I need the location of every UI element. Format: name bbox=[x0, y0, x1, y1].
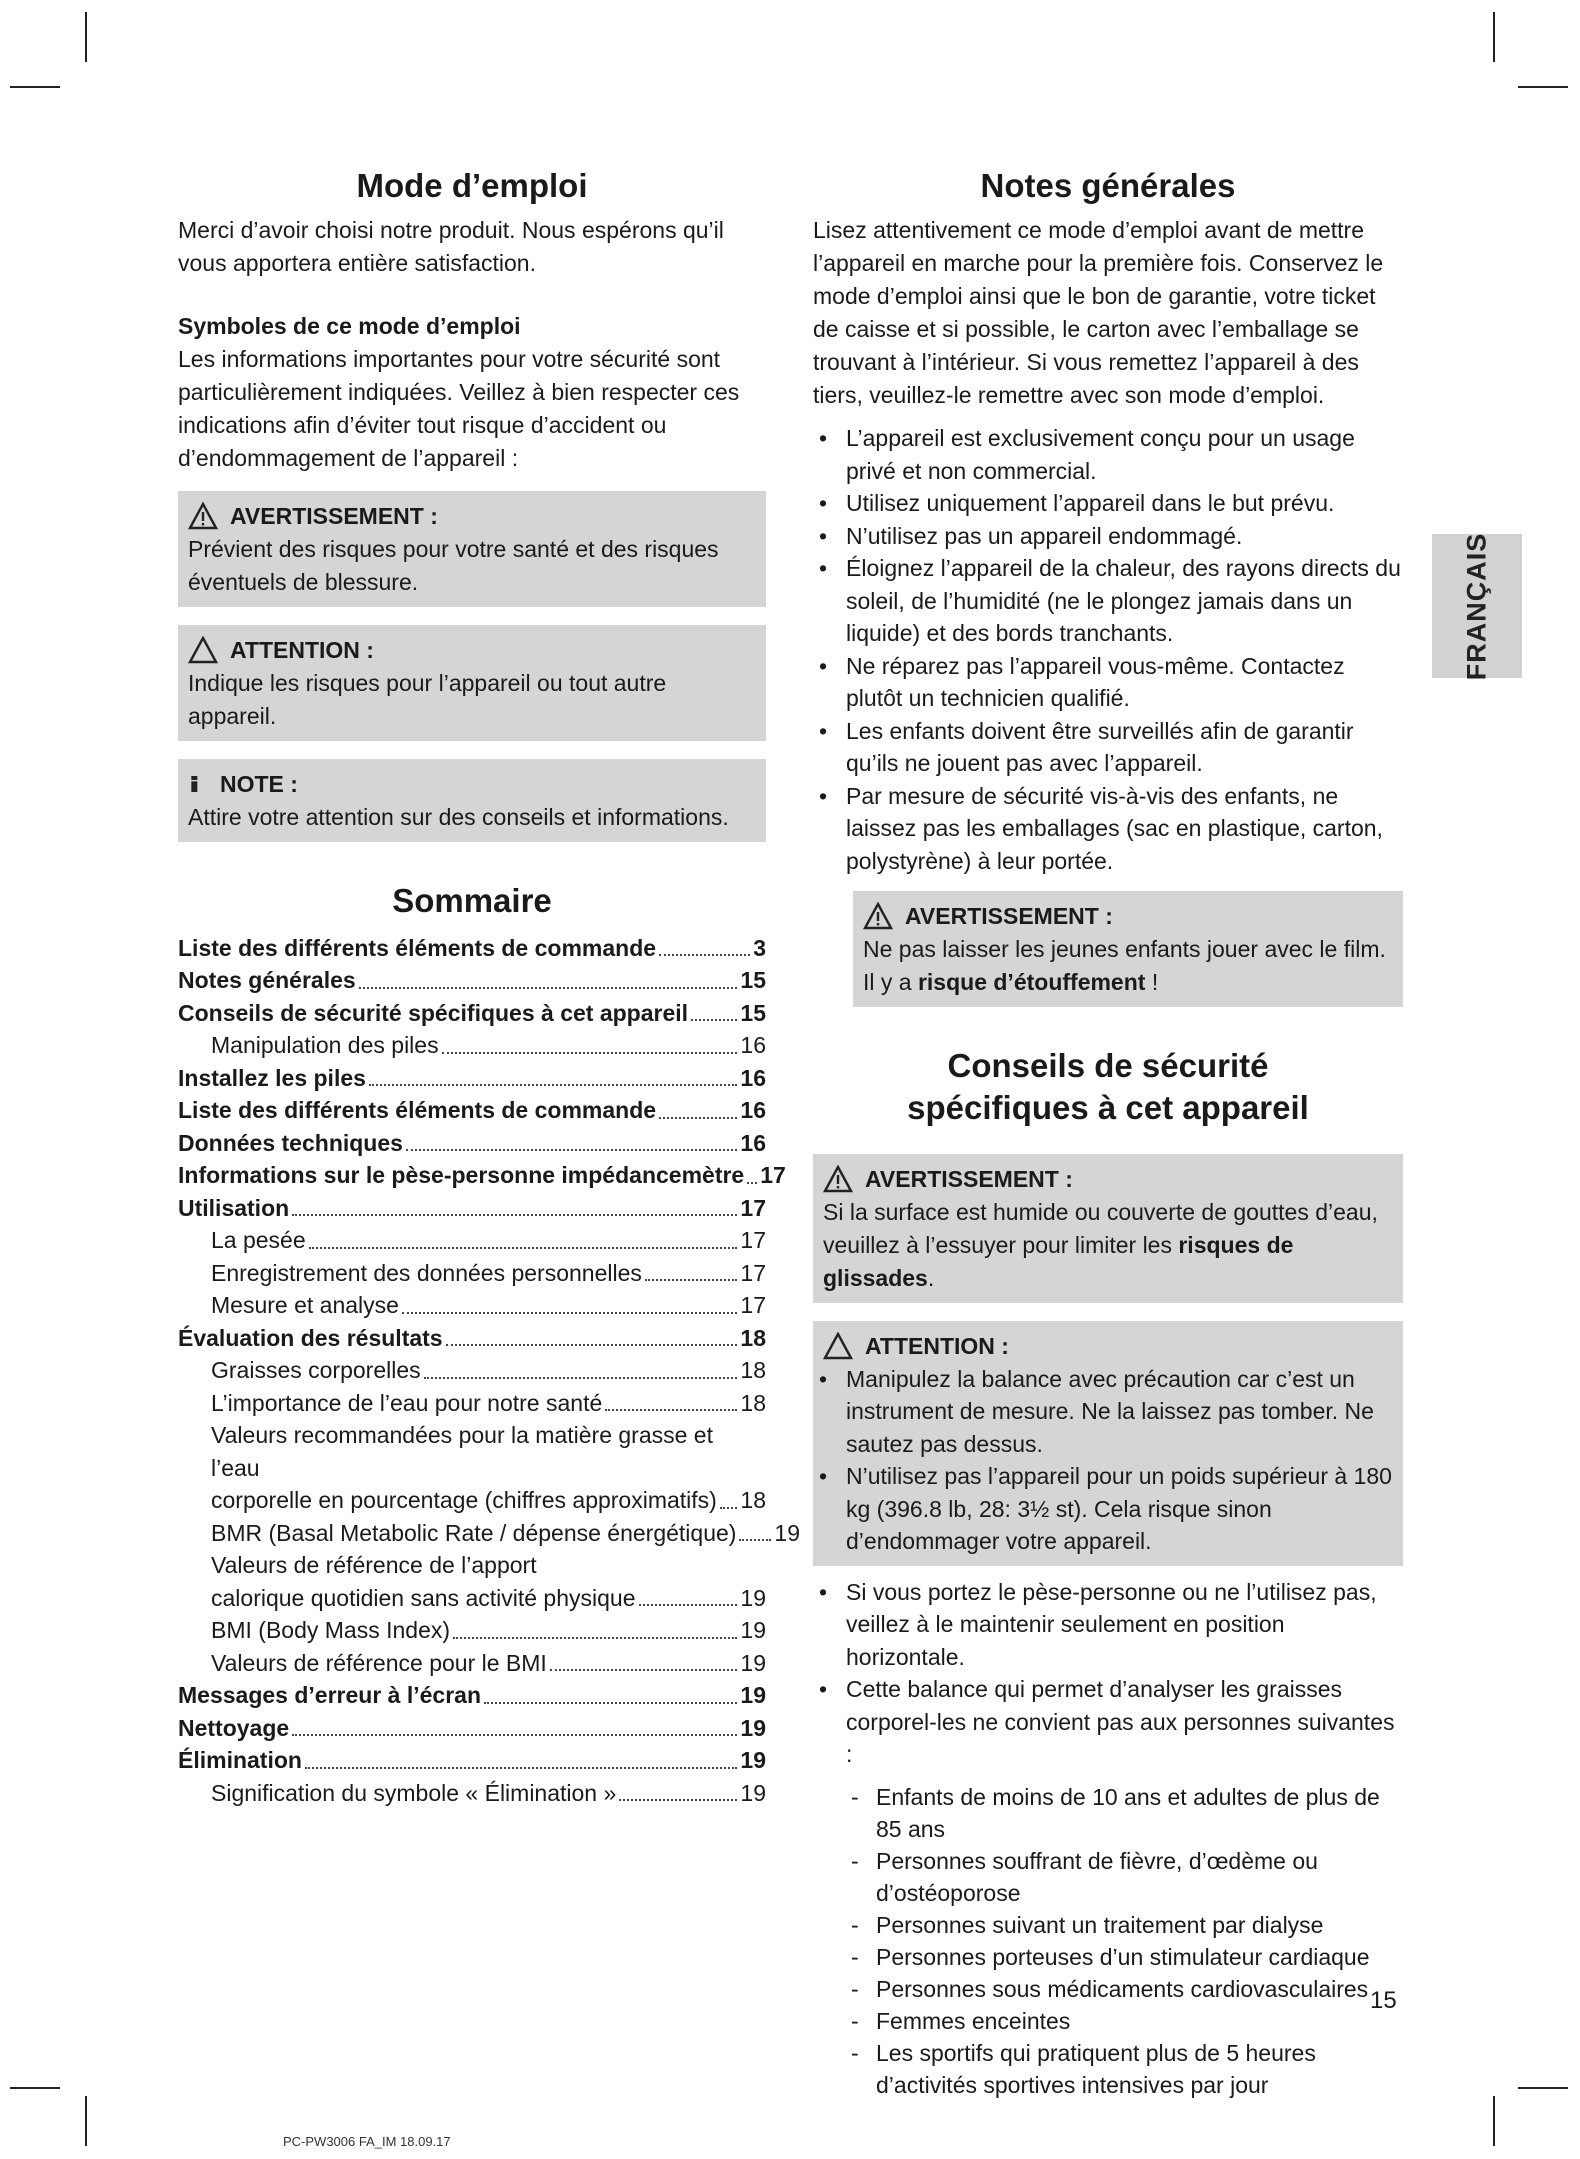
safety-list bbox=[813, 1576, 1403, 1771]
page-number: 15 bbox=[1370, 1987, 1397, 2014]
toc-entry[interactable]: L’importance de l’eau pour notre santé 18 bbox=[211, 1389, 766, 1416]
list-item: • Éloignez l’appareil de la chaleur, des rayons directs du soleil, de l’humidité (ne le plongez jamais dans un liquide) et des bords tranchants. bbox=[813, 552, 1403, 650]
list-item: • Cette balance qui permet d’analyser les graisses corporel-les ne convient pas aux personnes suivantes : bbox=[813, 1673, 1403, 1771]
language-tab bbox=[1432, 534, 1522, 678]
list-item: • N’utilisez pas un appareil endommagé. bbox=[813, 520, 1403, 553]
list-item: • Les enfants doivent être surveillés afin de garantir qu’ils ne jouent pas avec l’appareil. bbox=[813, 715, 1403, 780]
toc-entry[interactable]: Conseils de sécurité spécifiques à cet appareil 15 bbox=[178, 999, 766, 1026]
crop-mark bbox=[1493, 2096, 1495, 2146]
right-column bbox=[813, 165, 1403, 2101]
toc-entry[interactable]: Messages d’erreur à l’écran 19 bbox=[178, 1682, 766, 1708]
toc-entry[interactable]: Mesure et analyse 17 bbox=[211, 1292, 766, 1318]
warning-triangle-icon bbox=[823, 1165, 853, 1193]
toc-entry[interactable]: Installez les piles 16 bbox=[178, 1064, 766, 1091]
attention-triangle-icon bbox=[823, 1332, 853, 1360]
attention-title: ATTENTION : bbox=[865, 1332, 1009, 1359]
attention-box bbox=[813, 1321, 1403, 1566]
toc-entry[interactable]: Graisses corporelles 18 bbox=[211, 1357, 766, 1383]
list-item: • Ne réparez pas l’appareil vous-même. Contactez plutôt un technicien qualifié. bbox=[813, 650, 1403, 715]
toc-entry[interactable]: Utilisation 17 bbox=[178, 1194, 766, 1221]
toc-entry[interactable]: Données techniques 16 bbox=[178, 1129, 766, 1156]
crop-mark bbox=[1493, 12, 1495, 62]
notes-list bbox=[813, 422, 1403, 877]
toc-entry-line: Valeurs recommandées pour la matière grasse et l’eau bbox=[211, 1422, 713, 1481]
info-icon bbox=[188, 770, 208, 798]
table-of-contents bbox=[178, 932, 800, 1810]
attention-text: Indique les risques pour l’appareil ou tout autre appareil. bbox=[188, 670, 667, 730]
toc-entry[interactable]: Élimination 19 bbox=[178, 1747, 766, 1773]
toc-entry[interactable]: BMR (Basal Metabolic Rate / dépense énergétique) 19 bbox=[211, 1519, 800, 1546]
excluded-persons-list bbox=[843, 1781, 1403, 2101]
toc-entry[interactable]: Évaluation des résultats 18 bbox=[178, 1324, 766, 1351]
warning-text: Si la surface est humide ou couverte de gouttes d’eau, veuillez à l’essuyer pour limiter les risques de glissades. bbox=[823, 1198, 1378, 1291]
symbols-heading: Symboles de ce mode d’emploi bbox=[178, 313, 521, 340]
intro-text: Merci d’avoir choisi notre produit. Nous espérons qu’il vous apportera entière satisfaction. bbox=[178, 217, 724, 277]
list-item: • Par mesure de sécurité vis-à-vis des enfants, ne laissez pas les emballages (sac en plastique, carton, polystyrène) à leur portée. bbox=[813, 780, 1403, 878]
symbols-text: Les informations importantes pour votre sécurité sont particulièrement indiquées. Veillez à bien respecter ces indications afin d’éviter tout risque d’accident ou d’endommagement de l’appareil : bbox=[178, 346, 740, 472]
attention-list bbox=[813, 1363, 1393, 1558]
warning-text: Ne pas laisser les jeunes enfants jouer avec le film. Il y a risque d’étouffement ! bbox=[863, 936, 1386, 996]
toc-entry[interactable]: Liste des différents éléments de commande 16 bbox=[178, 1097, 766, 1123]
footer-code: PC-PW3006 FA_IM 18.09.17 bbox=[283, 2134, 451, 2149]
toc-entry[interactable]: La pesée 17 bbox=[211, 1227, 766, 1253]
toc-entry[interactable]: corporelle en pourcentage (chiffres approximatifs) 18 bbox=[211, 1487, 766, 1513]
list-item: - Personnes souffrant de fièvre, d’œdème ou d’ostéoporose bbox=[843, 1845, 1403, 1909]
list-item: • L’appareil est exclusivement conçu pour un usage privé et non commercial. bbox=[813, 422, 1403, 487]
warning-title: AVERTISSEMENT : bbox=[905, 903, 1113, 930]
note-title: NOTE : bbox=[220, 771, 298, 798]
toc-entry[interactable]: Nettoyage 19 bbox=[178, 1714, 766, 1741]
warning-text: Prévient des risques pour votre santé et des risques éventuels de blessure. bbox=[188, 536, 719, 596]
toc-entry[interactable]: calorique quotidien sans activité physique 19 bbox=[211, 1584, 766, 1611]
list-item: • Manipulez la balance avec précaution car c’est un instrument de mesure. Ne la laissez pas tomber. Ne sautez pas dessus. bbox=[813, 1363, 1393, 1461]
toc-entry[interactable]: Valeurs de référence pour le BMI 19 bbox=[211, 1649, 766, 1676]
attention-box bbox=[178, 625, 766, 741]
list-item: - Personnes suivant un traitement par dialyse bbox=[843, 1909, 1403, 1941]
left-column bbox=[178, 165, 800, 1809]
toc-entry[interactable]: Informations sur le pèse-personne impédancemètre 17 bbox=[178, 1162, 786, 1188]
note-text: Attire votre attention sur des conseils et informations. bbox=[188, 804, 729, 831]
note-box bbox=[178, 759, 766, 842]
notes-intro: Lisez attentivement ce mode d’emploi avant de mettre l’appareil en marche pour la première fois. Conservez le mode d’emploi ainsi que le bon de garantie, votre ticket de caisse et si possible, le carton avec l’emballage se trouvant à l’intérieur. Si vous remettez l’appareil à des tiers, veuillez-le remettre avec son mode d’emploi. bbox=[813, 217, 1384, 409]
toc-entry[interactable]: Manipulation des piles 16 bbox=[211, 1032, 766, 1058]
list-item: - Les sportifs qui pratiquent plus de 5 heures d’activités sportives intensives par jour bbox=[843, 2037, 1403, 2101]
crop-mark bbox=[1518, 2087, 1568, 2089]
crop-mark bbox=[10, 86, 60, 88]
attention-title: ATTENTION : bbox=[230, 637, 374, 664]
warning-box bbox=[178, 491, 766, 607]
list-item: - Personnes porteuses d’un stimulateur cardiaque bbox=[843, 1941, 1403, 1973]
toc-entry-line: Valeurs de référence de l’apport bbox=[211, 1552, 537, 1578]
toc-entry[interactable]: Enregistrement des données personnelles 17 bbox=[211, 1259, 766, 1286]
list-item: • Si vous portez le pèse-personne ou ne l’utilisez pas, veillez à le maintenir seulement en position horizontale. bbox=[813, 1576, 1403, 1674]
warning-title: AVERTISSEMENT : bbox=[865, 1165, 1073, 1192]
warning-box bbox=[813, 1154, 1403, 1303]
section-title-safety: Conseils de sécurité spécifiques à cet appareil bbox=[907, 1047, 1309, 1126]
toc-entry[interactable]: Liste des différents éléments de commande 3 bbox=[178, 934, 766, 961]
crop-mark bbox=[85, 12, 87, 62]
toc-entry[interactable]: Notes générales 15 bbox=[178, 967, 766, 993]
language-tab-label: FRANÇAIS bbox=[1461, 532, 1492, 680]
warning-title: AVERTISSEMENT : bbox=[230, 503, 438, 530]
warning-triangle-icon bbox=[863, 902, 893, 930]
crop-mark bbox=[85, 2096, 87, 2146]
list-item: - Personnes sous médicaments cardiovasculaires bbox=[843, 1973, 1403, 2005]
page-title: Mode d’emploi bbox=[356, 167, 588, 204]
list-item: - Enfants de moins de 10 ans et adultes de plus de 85 ans bbox=[843, 1781, 1403, 1845]
list-item: • N’utilisez pas l’appareil pour un poids supérieur à 180 kg (396.8 lb, 28: 3½ st). Cela risque sinon d’endommager votre appareil. bbox=[813, 1460, 1393, 1558]
toc-entry[interactable]: BMI (Body Mass Index) 19 bbox=[211, 1617, 766, 1643]
warning-box bbox=[853, 891, 1403, 1007]
toc-entry[interactable]: Signification du symbole « Élimination » 19 bbox=[211, 1779, 766, 1806]
list-item: - Femmes enceintes bbox=[843, 2005, 1403, 2037]
crop-mark bbox=[10, 2087, 60, 2089]
warning-triangle-icon bbox=[188, 502, 218, 530]
crop-mark bbox=[1518, 86, 1568, 88]
toc-title: Sommaire bbox=[392, 882, 552, 920]
list-item: • Utilisez uniquement l’appareil dans le but prévu. bbox=[813, 487, 1403, 520]
section-title-notes: Notes générales bbox=[980, 167, 1236, 204]
attention-triangle-icon bbox=[188, 636, 218, 664]
